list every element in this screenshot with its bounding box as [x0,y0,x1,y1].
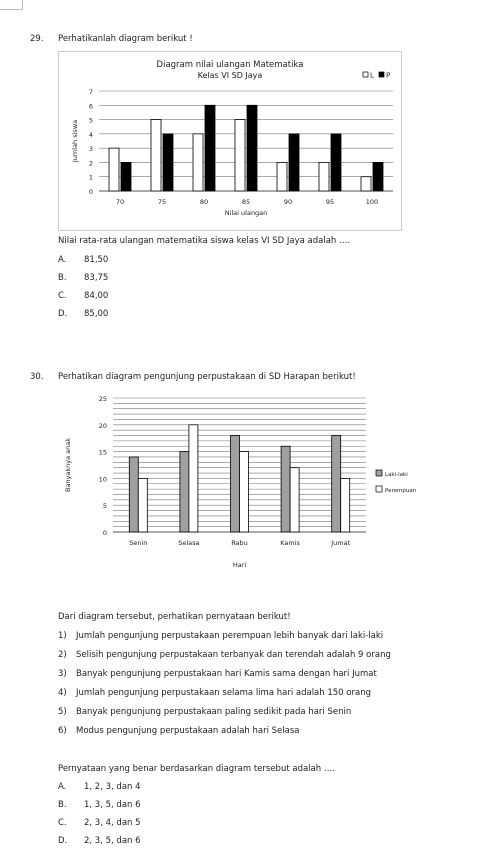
statement-text: Selisih pengunjung perpustakaan terbanyak dan terendah adalah 9 orang [76,650,391,660]
option-letter: A. [58,255,67,265]
x-tick-label: 100 [365,198,379,206]
y-tick-label: 4 [88,130,93,139]
statement-number: 4) [58,688,67,698]
q30-option-d[interactable] [58,836,141,846]
bar-series2 [331,134,341,191]
x-tick-label: 75 [157,198,167,206]
q30-statement-4 [58,688,371,698]
bar-series1 [151,120,161,191]
option-text: 84,00 [84,291,109,301]
q29-option-c[interactable] [58,291,108,301]
y-tick-label: 7 [88,88,93,96]
q30-statement-1 [58,631,383,641]
x-tick-label: Jumat [331,539,351,547]
q30-number: 30. [30,372,44,382]
bar-series1 [193,134,203,191]
option-text: 2, 3, 4, dan 5 [84,818,141,828]
statement-text: Jumlah pengunjung perpustakaan selama lima hari adalah 150 orang [76,688,371,698]
bar-series1 [332,436,341,532]
x-tick-label: Kamis [280,539,300,547]
bar-series2 [289,134,299,191]
q29-number: 29. [30,34,44,44]
bar-series2 [247,105,257,191]
statement-number: 3) [58,669,67,679]
page-corner-mark [0,0,23,10]
legend-label-2: P [386,71,391,80]
y-tick-label: 20 [98,421,107,430]
chart1-frame [58,51,402,231]
statement-number: 5) [58,707,67,717]
y-tick-label: 5 [88,116,93,125]
option-letter: C. [58,291,67,301]
x-axis-label: Nilai ulangan [224,209,268,217]
q29-option-a[interactable] [58,255,108,265]
option-letter: D. [58,836,68,846]
bar-series2 [373,162,383,191]
bar-series2 [163,134,173,191]
x-tick-label: 80 [199,198,209,206]
statement-text: Modus pengunjung perpustakaan adalah hari Selasa [76,726,300,736]
x-axis-label: Hari [232,561,247,569]
bar-series2 [341,478,350,532]
bar-series1 [281,446,290,532]
bar-series1 [319,162,329,191]
y-tick-label: 3 [88,145,93,154]
chart-title: Diagram nilai ulangan Matematika [156,60,304,70]
chart2-svg [58,388,438,588]
legend-swatch-1 [376,470,382,476]
legend-swatch-2 [376,486,382,492]
q30-statement-6 [58,726,299,736]
q30-option-b[interactable] [58,800,141,810]
x-tick-label: 85 [241,198,251,206]
bar-series2 [240,452,249,532]
statement-text: Banyak pengunjung perpustakaan hari Kamis sama dengan hari Jumat [76,669,377,679]
bar-series1 [231,436,240,532]
option-text: 1, 3, 5, dan 6 [84,800,141,810]
q30-option-c[interactable] [58,818,141,828]
q30-statement-3 [58,669,377,679]
q29-question: Nilai rata-rata ulangan matematika siswa kelas VI SD Jaya adalah …. [58,236,351,246]
option-letter: B. [58,273,67,283]
x-tick-label: Senin [129,539,148,547]
chart1-svg [59,52,401,230]
bar-series2 [121,162,131,191]
bar-series2 [189,425,198,532]
bar-series1 [235,120,245,191]
chart-subtitle: Kelas VI SD Jaya [197,71,263,80]
bar-series1 [109,148,119,191]
y-tick-label: 0 [88,188,93,196]
statement-text: Jumlah pengunjung perpustakaan perempuan lebih banyak dari laki-laki [76,631,384,641]
x-tick-label: 90 [283,198,293,206]
y-axis-label: Banyaknya anak [64,437,72,493]
legend-label-1: Laki-laki [385,472,408,478]
q30-statement-5 [58,707,351,717]
option-text: 1, 2, 3, dan 4 [84,782,141,792]
q30-intro: Dari diagram tersebut, perhatikan pernyataan berikut! [58,612,291,622]
option-letter: D. [58,309,68,319]
bar-series2 [205,105,215,191]
bar-series1 [180,452,189,532]
bar-series1 [361,177,371,191]
q29-prompt: Perhatikanlah diagram berikut ! [58,34,193,44]
bar-series2 [138,478,147,532]
bar-series1 [277,162,287,191]
q30-option-a[interactable] [58,782,141,792]
statement-text: Banyak pengunjung perpustakaan paling sedikit pada hari Senin [76,707,352,717]
option-text: 85,00 [84,309,109,319]
legend-swatch-2 [379,72,384,77]
y-tick-label: 6 [88,102,93,111]
x-tick-label: Selasa [178,539,200,547]
option-letter: A. [58,782,67,792]
y-tick-label: 2 [88,159,93,168]
legend-label-2: Perempuan [385,488,417,494]
option-text: 81,50 [84,255,109,265]
x-tick-label: 70 [115,198,125,206]
option-letter: C. [58,818,67,828]
option-letter: B. [58,800,67,810]
chart2-frame [58,388,438,588]
y-tick-label: 10 [98,475,107,484]
statement-number: 2) [58,650,67,660]
y-tick-label: 15 [98,448,107,457]
option-text: 2, 3, 5, dan 6 [84,836,141,846]
bar-series1 [129,457,138,532]
q30-prompt: Perhatikan diagram pengunjung perpustakaan di SD Harapan berikut! [58,372,356,382]
y-tick-label: 25 [98,395,107,403]
y-axis-label: Jumlah siswa [71,119,79,163]
bar-series2 [290,468,299,532]
q29-option-b[interactable] [58,273,108,283]
y-tick-label: 5 [102,502,107,511]
y-tick-label: 0 [102,529,107,537]
q30-statement-2 [58,650,391,660]
option-text: 83,75 [84,273,109,283]
statement-number: 1) [58,631,67,641]
q30-question: Pernyataan yang benar berdasarkan diagram tersebut adalah …. [58,764,336,774]
x-tick-label: 95 [325,198,335,206]
legend-label-1: L [370,71,374,80]
legend-swatch-1 [363,72,368,77]
y-tick-label: 1 [88,173,93,182]
x-tick-label: Rabu [231,539,248,547]
q29-option-d[interactable] [58,309,108,319]
statement-number: 6) [58,726,67,736]
